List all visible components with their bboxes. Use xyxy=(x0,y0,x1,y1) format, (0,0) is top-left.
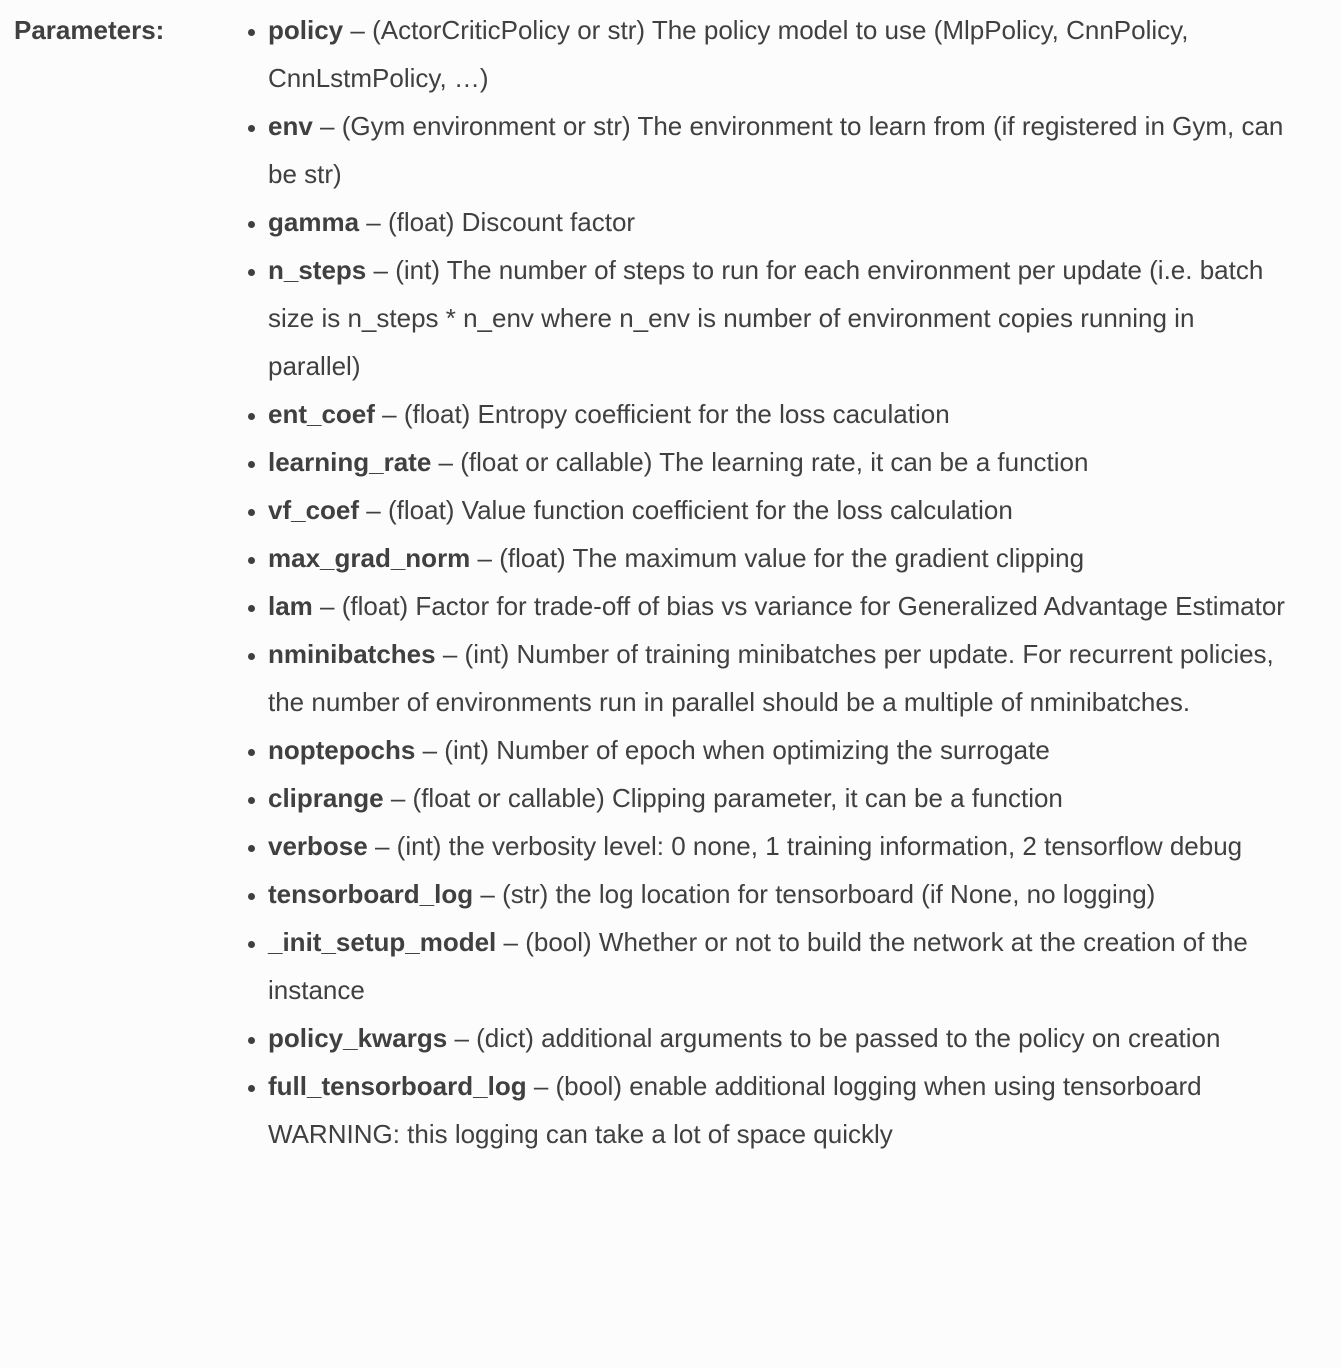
parameter-description: (dict) additional arguments to be passed to the policy on creation xyxy=(476,1023,1221,1053)
parameter-item xyxy=(268,534,1288,582)
parameter-item xyxy=(268,630,1288,726)
parameter-description: (bool) enable additional logging when using tensorboard WARNING: this logging can take a lot of space quickly xyxy=(268,1071,1202,1149)
parameter-description: (float) Discount factor xyxy=(387,207,636,237)
parameter-item xyxy=(268,198,1288,246)
parameter-name: vf_coef xyxy=(268,495,360,525)
parameter-separator: – xyxy=(366,495,381,525)
parameter-description: (ActorCriticPolicy or str) The policy model to use (MlpPolicy, CnnPolicy, CnnLstmPolicy, …) xyxy=(268,15,1189,93)
parameter-name: cliprange xyxy=(268,783,384,813)
parameter-item xyxy=(268,774,1288,822)
parameters-body xyxy=(244,6,1288,1158)
parameter-separator: – xyxy=(374,831,390,861)
parameter-name: tensorboard_log xyxy=(268,879,474,909)
parameter-name: noptepochs xyxy=(268,735,416,765)
parameter-item xyxy=(268,870,1288,918)
parameter-item xyxy=(268,726,1288,774)
parameter-description: (float or callable) The learning rate, it can be a function xyxy=(460,447,1089,477)
parameter-separator: – xyxy=(320,111,335,141)
parameter-item xyxy=(268,1014,1288,1062)
parameter-list xyxy=(244,6,1288,1158)
parameter-separator: – xyxy=(503,927,518,957)
parameter-description: (float) Value function coefficient for the loss calculation xyxy=(387,495,1013,525)
parameter-separator: – xyxy=(533,1071,549,1101)
parameter-separator: – xyxy=(382,399,397,429)
parameter-name: gamma xyxy=(268,207,360,237)
parameter-item xyxy=(268,390,1288,438)
parameter-item xyxy=(268,102,1288,198)
parameter-description: (float) The maximum value for the gradient clipping xyxy=(499,543,1085,573)
parameter-separator: – xyxy=(366,207,381,237)
parameter-item xyxy=(268,822,1288,870)
parameter-separator: – xyxy=(442,639,458,669)
parameter-name: policy xyxy=(268,15,344,45)
parameter-separator: – xyxy=(320,591,335,621)
parameter-description: (int) Number of epoch when optimizing the surrogate xyxy=(444,735,1050,765)
parameter-description: (Gym environment or str) The environment to learn from (if registered in Gym, can be str) xyxy=(268,111,1284,189)
parameter-item xyxy=(268,582,1288,630)
parameter-description: (bool) Whether or not to build the network at the creation of the instance xyxy=(268,927,1248,1005)
parameter-item xyxy=(268,918,1288,1014)
parameter-item xyxy=(268,246,1288,390)
parameter-description: (float) Factor for trade-off of bias vs variance for Generalized Advantage Estimator xyxy=(341,591,1285,621)
parameter-description: (float) Entropy coefficient for the loss caculation xyxy=(403,399,950,429)
parameter-description: (float or callable) Clipping parameter, it can be a function xyxy=(412,783,1063,813)
parameter-name: ent_coef xyxy=(268,399,375,429)
parameter-separator: – xyxy=(477,543,493,573)
parameter-name: learning_rate xyxy=(268,447,432,477)
parameter-separator: – xyxy=(390,783,406,813)
parameter-item xyxy=(268,6,1288,102)
parameter-description: (int) Number of training minibatches per update. For recurrent policies, the number of environments run in parallel should be a multiple of nminibatches. xyxy=(268,639,1274,717)
parameter-item xyxy=(268,438,1288,486)
parameter-description: (str) the log location for tensorboard (if None, no logging) xyxy=(502,879,1156,909)
parameter-description: (int) the verbosity level: 0 none, 1 training information, 2 tensorflow debug xyxy=(396,831,1243,861)
parameter-description: (int) The number of steps to run for each environment per update (i.e. batch size is n_steps * n_env where n_env is number of environment copies running in parallel) xyxy=(268,255,1264,381)
parameter-item xyxy=(268,1062,1288,1158)
parameter-separator: – xyxy=(373,255,388,285)
parameter-separator: – xyxy=(422,735,438,765)
parameters-label: Parameters: xyxy=(14,15,165,45)
parameter-item xyxy=(268,486,1288,534)
parameter-separator: – xyxy=(454,1023,469,1053)
parameter-name: nminibatches xyxy=(268,639,436,669)
parameter-name: env xyxy=(268,111,313,141)
parameter-separator: – xyxy=(350,15,365,45)
parameter-name: verbose xyxy=(268,831,368,861)
parameter-name: _init_setup_model xyxy=(268,927,497,957)
parameter-name: max_grad_norm xyxy=(268,543,471,573)
parameter-name: policy_kwargs xyxy=(268,1023,448,1053)
parameter-name: lam xyxy=(268,591,313,621)
parameter-name: full_tensorboard_log xyxy=(268,1071,527,1101)
parameter-name: n_steps xyxy=(268,255,367,285)
parameter-separator: – xyxy=(480,879,495,909)
parameter-separator: – xyxy=(438,447,453,477)
